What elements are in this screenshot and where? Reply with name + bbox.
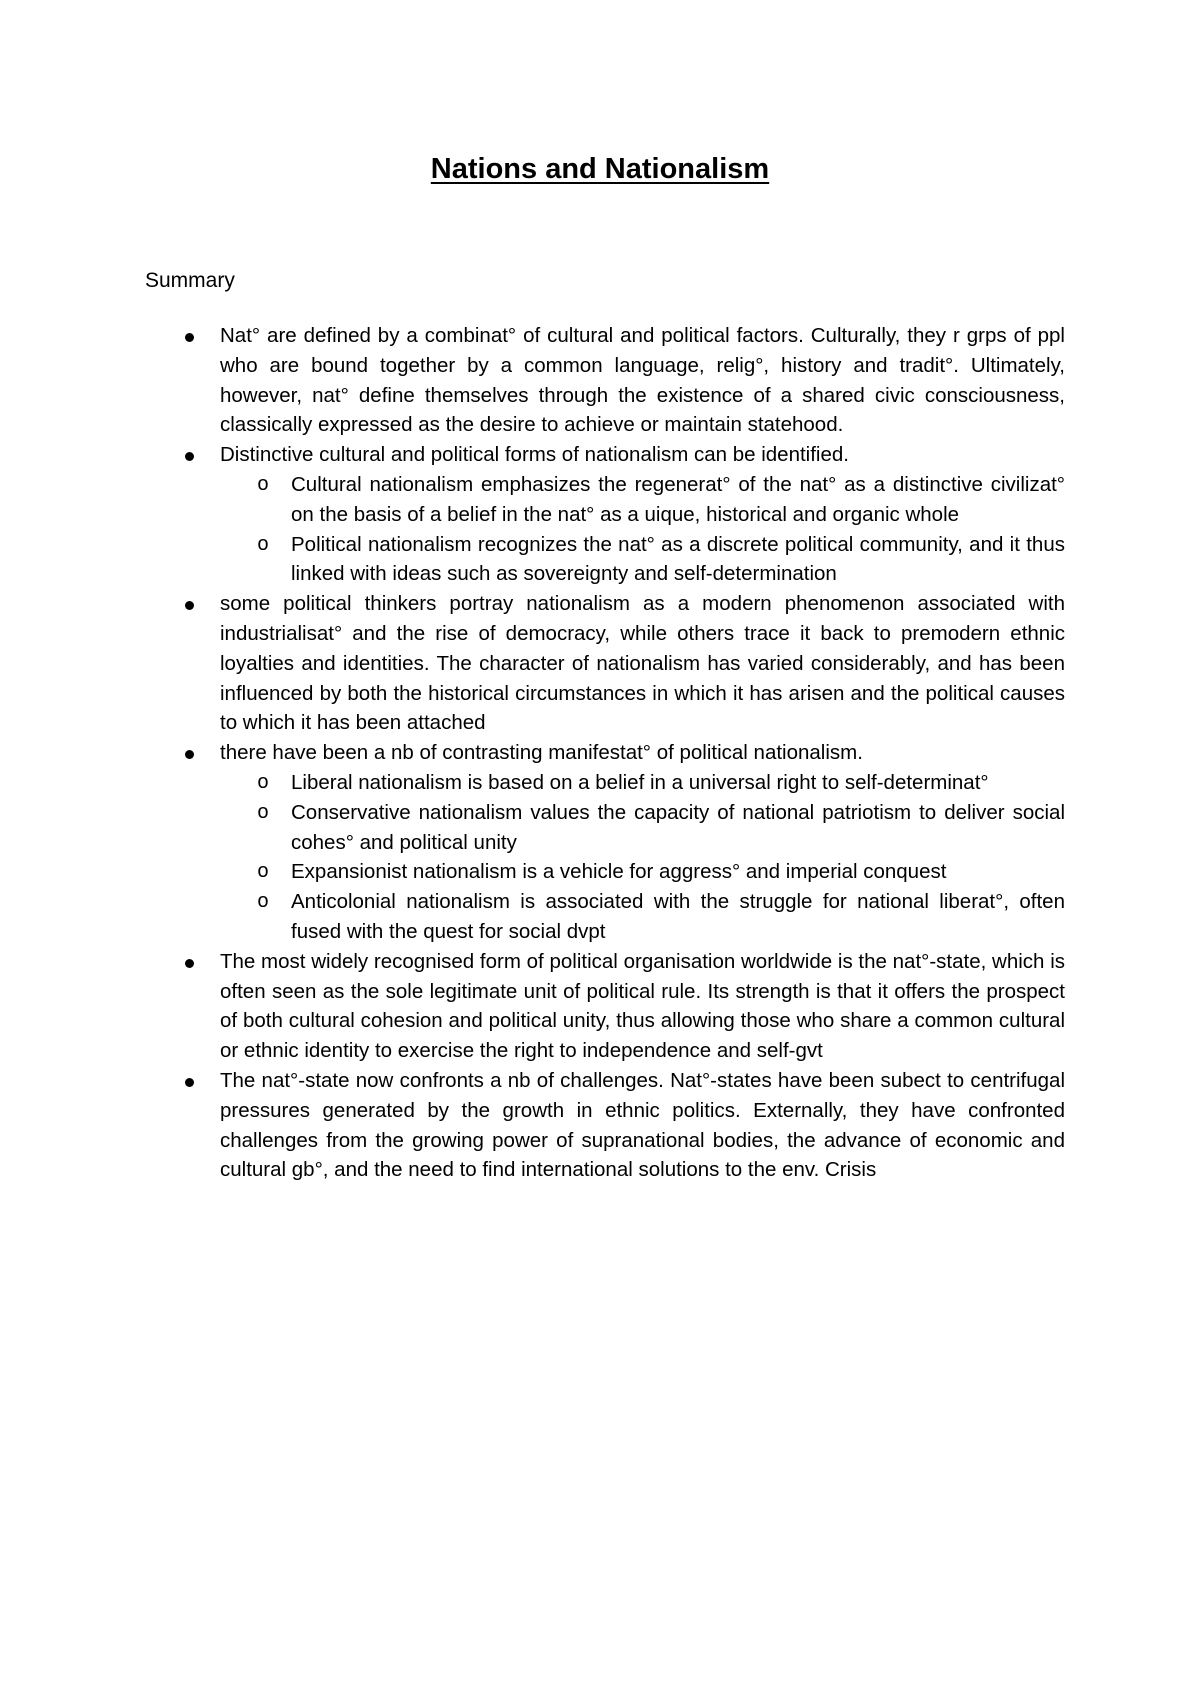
bullet-list-item (145, 321, 1065, 440)
sub-list-item (145, 857, 1065, 887)
bullet-dot-icon (185, 959, 194, 968)
sub-bullet-marker: o (257, 861, 270, 885)
bullet-dot-icon (185, 601, 194, 610)
sub-bullet-marker: o (257, 801, 270, 825)
list-item-text: The most widely recognised form of political organisation worldwide is the nat°-state, which is often seen as the sole legitimate unit of political rule. Its strength is that it offers the prospect of both cultural cohesion and political unity, thus allowing those who share a common cultural or ethnic identity to exercise the right to independence and self-gvt (220, 949, 1065, 1063)
bullet-list-item (145, 1066, 1065, 1185)
bullet-list-item (145, 440, 1065, 470)
list-item-text: Political nationalism recognizes the nat° as a discrete political community, and it thus linked with ideas such as sovereignty and self-determination (291, 532, 1065, 586)
list-item-text: Cultural nationalism emphasizes the regenerat° of the nat° as a distinctive civilizat° on the basis of a belief in the nat° as a uique, historical and organic whole (291, 472, 1065, 526)
sub-list-item (145, 768, 1065, 798)
summary-list (145, 321, 1065, 1185)
bullet-dot-icon (185, 1078, 194, 1087)
list-item-text: Nat° are defined by a combinat° of cultural and political factors. Culturally, they r grps of ppl who are bound together by a common language, relig°, history and tradit°. Ultimately, however, nat° define themselves through the existence of a shared civic consciousness, classically expressed as the desire to achieve or maintain statehood. (220, 324, 1065, 437)
sub-bullet-marker: o (257, 473, 270, 497)
sub-list-item (145, 470, 1065, 530)
list-item-text: Distinctive cultural and political forms of nationalism can be identified. (220, 443, 849, 467)
bullet-list-item (145, 947, 1065, 1066)
bullet-list-item (145, 738, 1065, 768)
sub-bullet-marker: o (257, 771, 270, 795)
bullet-dot-icon (185, 750, 194, 759)
list-item-text: some political thinkers portray nationalism as a modern phenomenon associated with industrialisat° and the rise of democracy, while others trace it back to premodern ethnic loyalties and identities. The character of nationalism has varied considerably, and has been influenced by both the historical circumstances in which it has arisen and the political causes to which it has been attached (220, 592, 1065, 735)
list-item-text: Conservative nationalism values the capacity of national patriotism to deliver social cohes° and political unity (291, 800, 1065, 854)
page-title: Nations and Nationalism (430, 153, 770, 185)
sub-list-item (145, 887, 1065, 947)
list-item-text: The nat°-state now confronts a nb of challenges. Nat°-states have been subect to centrifugal pressures generated by the growth in ethnic politics. Externally, they have confronted challenges from the growing power of supranational bodies, the advance of economic and cultural gb°, and the need to find international solutions to the env. Crisis (220, 1068, 1065, 1182)
bullet-dot-icon (185, 452, 194, 461)
list-item-text: Expansionist nationalism is a vehicle for aggress° and imperial conquest (291, 860, 947, 884)
list-item-text: Anticolonial nationalism is associated with the struggle for national liberat°, often fused with the quest for social dvpt (291, 890, 1065, 943)
sub-bullet-marker: o (257, 891, 270, 915)
sub-list-item (145, 798, 1065, 858)
sub-bullet-marker: o (257, 533, 270, 557)
sub-list-item (145, 530, 1065, 590)
bullet-dot-icon (185, 333, 194, 342)
list-item-text: Liberal nationalism is based on a belief in a universal right to self-determinat° (291, 770, 989, 794)
bullet-list-item (145, 589, 1065, 738)
section-heading: Summary (145, 269, 235, 292)
list-item-text: there have been a nb of contrasting manifestat° of political nationalism. (220, 741, 863, 765)
